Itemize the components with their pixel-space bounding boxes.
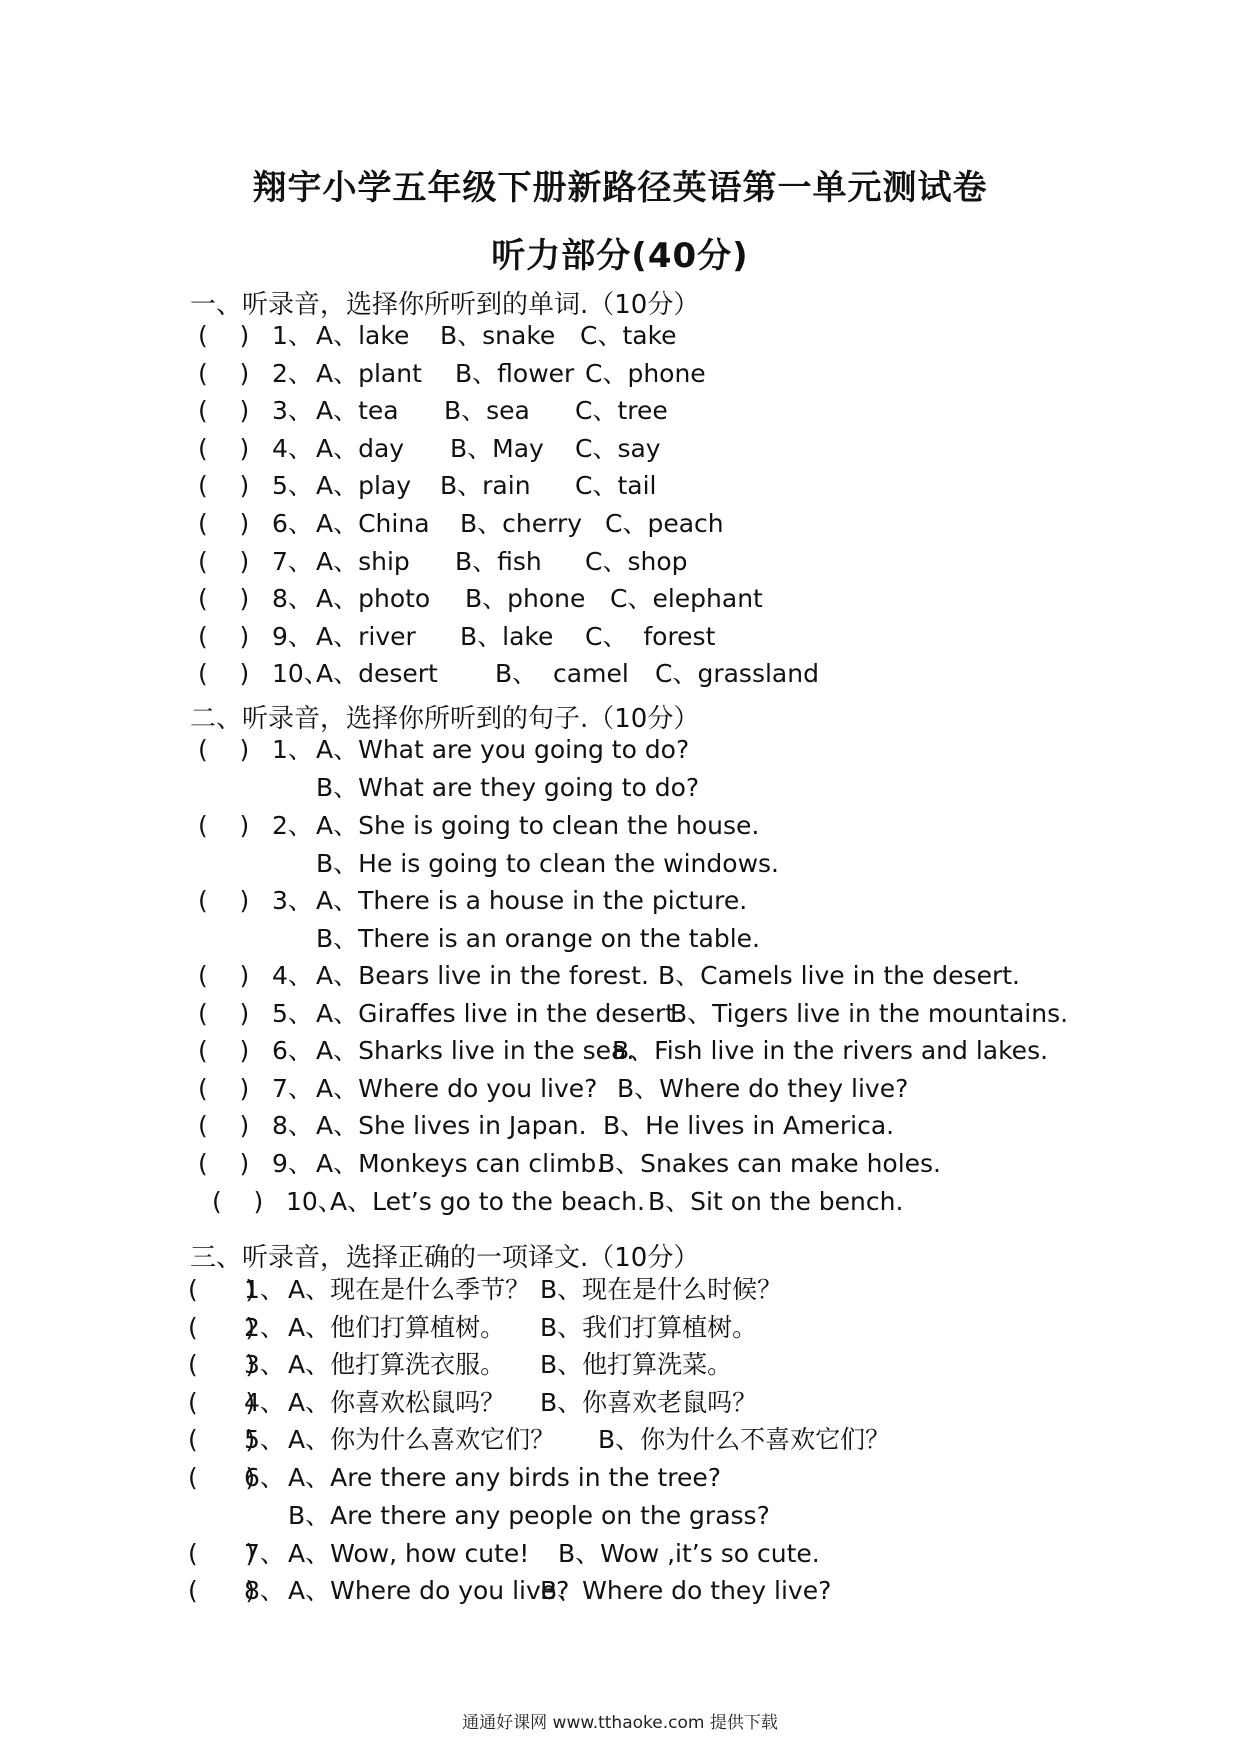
option-a: A、他们打算植树。 xyxy=(288,1313,506,1342)
answer-blank: ( ) xyxy=(188,1388,256,1417)
option-c: C、grassland xyxy=(655,659,819,689)
option-a: A、他打算洗衣服。 xyxy=(288,1350,506,1379)
option-b: B、He lives in America. xyxy=(603,1111,895,1140)
answer-blank: ( ) xyxy=(198,471,250,501)
answer-blank: ( ) xyxy=(198,1036,250,1065)
answer-blank: ( ) xyxy=(198,433,250,463)
question-number: 10、 xyxy=(272,659,329,689)
option-a: A、Bears live in the forest. xyxy=(316,961,649,990)
option-a: A、desert xyxy=(316,659,438,689)
option-b: B、Where do they live? xyxy=(540,1576,832,1605)
answer-blank: ( ) xyxy=(198,584,250,614)
option-a: A、Where do you live? xyxy=(288,1576,570,1605)
option-c: C、tree xyxy=(575,396,668,426)
option-b: B、Fish live in the rivers and lakes. xyxy=(612,1036,1049,1065)
question-number: 2、 xyxy=(244,1313,285,1342)
option-a: A、river xyxy=(316,621,416,651)
question-number: 7、 xyxy=(272,546,313,576)
option-b: B、Tigers live in the mountains. xyxy=(670,999,1069,1028)
question-number: 7、 xyxy=(272,1074,313,1103)
answer-blank: ( ) xyxy=(198,358,250,388)
option-a: A、China xyxy=(316,509,430,538)
answer-blank: ( ) xyxy=(188,1576,256,1605)
section1-heading: 一、听录音，选择你所听到的单词.（10分） xyxy=(190,290,700,320)
question-number: 3、 xyxy=(244,1350,285,1379)
question-number: 1、 xyxy=(272,321,313,350)
answer-blank: ( ) xyxy=(198,999,250,1028)
question-number: 4、 xyxy=(272,433,313,463)
option-b: B、What are they going to do? xyxy=(316,773,700,802)
question-number: 4、 xyxy=(244,1388,285,1417)
question-number: 10、 xyxy=(286,1187,343,1216)
option-b: B、Where do they live? xyxy=(617,1074,909,1103)
option-c: C、elephant xyxy=(610,584,763,614)
option-a: A、Let’s go to the beach. xyxy=(330,1187,645,1216)
option-b: B、Are there any people on the grass? xyxy=(288,1501,770,1530)
option-c: C、say xyxy=(575,433,661,463)
option-b: B、 camel xyxy=(495,659,629,689)
answer-blank: ( ) xyxy=(198,321,250,350)
option-b: B、rain xyxy=(440,471,531,501)
question-number: 2、 xyxy=(272,358,313,388)
answer-blank: ( ) xyxy=(198,396,250,426)
option-b: B、Wow ,it’s so cute. xyxy=(558,1539,820,1568)
answer-blank: ( ) xyxy=(188,1313,256,1342)
section3-heading: 三、听录音，选择正确的一项译文.（10分） xyxy=(190,1243,700,1273)
option-c: C、take xyxy=(580,321,677,350)
option-a: A、She lives in Japan. xyxy=(316,1111,587,1140)
option-b: B、Snakes can make holes. xyxy=(598,1149,942,1178)
answer-blank: ( ) xyxy=(198,546,250,576)
answer-blank: ( ) xyxy=(188,1463,256,1492)
option-b: B、snake xyxy=(440,321,556,350)
option-a: A、plant xyxy=(316,358,422,388)
option-a: A、Wow, how cute! xyxy=(288,1539,530,1568)
question-number: 8、 xyxy=(244,1576,285,1605)
option-b: B、你为什么不喜欢它们？ xyxy=(598,1425,891,1454)
option-a: A、现在是什么季节？ xyxy=(288,1275,531,1304)
answer-blank: ( ) xyxy=(198,1074,250,1103)
option-b: B、sea xyxy=(444,396,530,426)
option-b: B、Camels live in the desert. xyxy=(658,961,1020,990)
answer-blank: ( ) xyxy=(198,735,250,764)
question-number: 9、 xyxy=(272,621,313,651)
answer-blank: ( ) xyxy=(198,509,250,538)
question-number: 6、 xyxy=(272,1036,313,1065)
option-a: A、There is a house in the picture. xyxy=(316,886,748,915)
option-a: A、day xyxy=(316,433,405,463)
option-b: B、我们打算植树。 xyxy=(540,1313,758,1342)
option-a: A、你喜欢松鼠吗？ xyxy=(288,1388,506,1417)
option-b: B、你喜欢老鼠吗？ xyxy=(540,1388,758,1417)
footer-text: 通通好课网 www.tthaoke.com 提供下载 xyxy=(462,1713,778,1733)
answer-blank: ( ) xyxy=(188,1275,256,1304)
question-number: 6、 xyxy=(272,509,313,538)
answer-blank: ( ) xyxy=(188,1425,256,1454)
option-a: A、Where do you live? xyxy=(316,1074,598,1103)
option-a: A、ship xyxy=(316,546,410,576)
option-b: B、cherry xyxy=(460,509,583,538)
option-a: A、tea xyxy=(316,396,399,426)
question-number: 3、 xyxy=(272,886,313,915)
option-a: A、你为什么喜欢它们？ xyxy=(288,1425,556,1454)
question-number: 8、 xyxy=(272,1111,313,1140)
question-number: 8、 xyxy=(272,584,313,614)
answer-blank: ( ) xyxy=(198,659,250,689)
question-number: 3、 xyxy=(272,396,313,426)
question-number: 4、 xyxy=(272,961,313,990)
option-b: B、lake xyxy=(460,621,554,651)
option-b: B、May xyxy=(450,433,544,463)
answer-blank: ( ) xyxy=(198,1149,250,1178)
option-c: C、phone xyxy=(585,358,706,388)
option-b: B、现在是什么时候？ xyxy=(540,1275,783,1304)
page-title: 翔宇小学五年级下册新路径英语第一单元测试卷 xyxy=(252,168,988,208)
question-number: 5、 xyxy=(272,471,313,501)
question-number: 9、 xyxy=(272,1149,313,1178)
option-c: C、 forest xyxy=(585,621,716,651)
question-number: 6、 xyxy=(244,1463,285,1492)
option-a: A、Sharks live in the sea. xyxy=(316,1036,635,1065)
option-b: B、他打算洗菜。 xyxy=(540,1350,733,1379)
option-b: B、flower xyxy=(455,358,575,388)
question-number: 1、 xyxy=(244,1275,285,1304)
option-a: A、play xyxy=(316,471,412,501)
option-b: B、fish xyxy=(455,546,542,576)
answer-blank: ( ) xyxy=(188,1350,256,1379)
option-b: B、There is an orange on the table. xyxy=(316,924,760,953)
question-number: 2、 xyxy=(272,811,313,840)
answer-blank: ( ) xyxy=(188,1539,256,1568)
option-b: B、phone xyxy=(465,584,586,614)
option-a: A、lake xyxy=(316,321,410,350)
option-c: C、peach xyxy=(605,509,724,538)
option-a: A、Giraffes live in the desert. xyxy=(316,999,684,1028)
option-a: A、photo xyxy=(316,584,431,614)
question-number: 7、 xyxy=(244,1539,285,1568)
answer-blank: ( ) xyxy=(198,1111,250,1140)
question-number: 1、 xyxy=(272,735,313,764)
option-a: A、She is going to clean the house. xyxy=(316,811,760,840)
option-a: A、What are you going to do? xyxy=(316,735,690,764)
option-c: C、shop xyxy=(585,546,688,576)
option-c: C、tail xyxy=(575,471,657,501)
page-subtitle: 听力部分(40分) xyxy=(491,236,749,276)
question-number: 5、 xyxy=(272,999,313,1028)
answer-blank: ( ) xyxy=(198,961,250,990)
option-b: B、He is going to clean the windows. xyxy=(316,849,779,878)
answer-blank: ( ) xyxy=(198,886,250,915)
answer-blank: ( ) xyxy=(198,621,250,651)
option-a: A、Monkeys can climb. xyxy=(316,1149,605,1178)
option-b: B、Sit on the bench. xyxy=(648,1187,904,1216)
section2-heading: 二、听录音，选择你所听到的句子.（10分） xyxy=(190,704,700,734)
question-number: 5、 xyxy=(244,1425,285,1454)
option-a: A、Are there any birds in the tree? xyxy=(288,1463,722,1492)
answer-blank: ( ) xyxy=(198,811,250,840)
answer-blank: ( ) xyxy=(212,1187,264,1216)
